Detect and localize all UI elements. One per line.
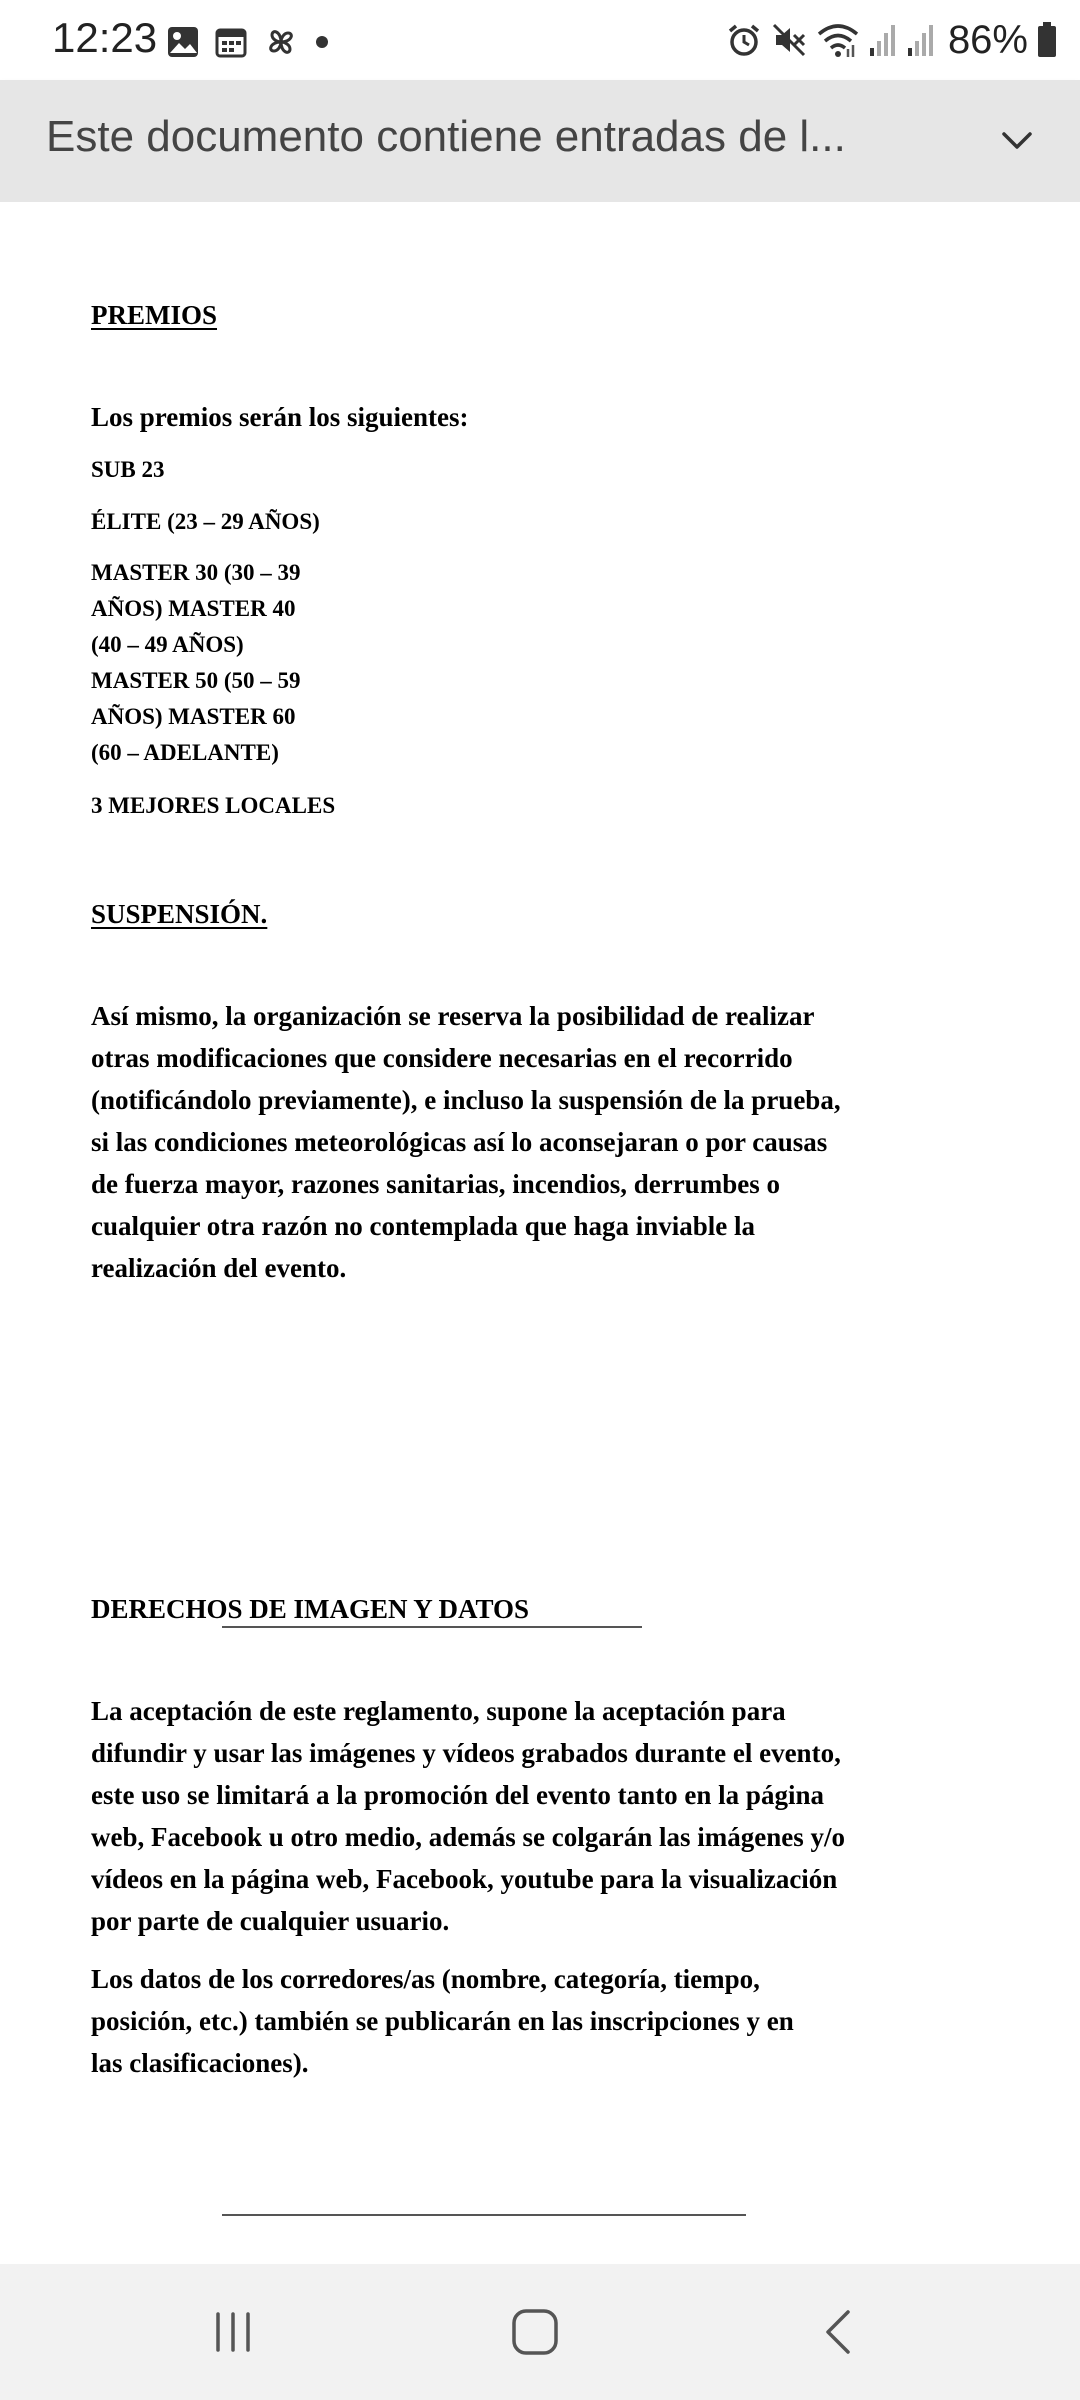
derechos-paragraph-2 xyxy=(91,1958,991,2084)
status-bar xyxy=(0,0,1080,80)
navigation-bar xyxy=(0,2264,1080,2400)
derechos-line: las clasificaciones). xyxy=(91,2048,309,2078)
calendar-icon xyxy=(214,25,248,59)
premios-elite: ÉLITE (23 – 29 AÑOS) xyxy=(91,509,320,534)
gallery-icon xyxy=(166,25,200,59)
premios-master-line: MASTER 50 (50 – 59 xyxy=(91,668,301,693)
dot-icon xyxy=(314,34,330,50)
suspension-line: (notificándolo previamente), e incluso la suspensión de la prueba, xyxy=(91,1085,841,1115)
premios-locales: 3 MEJORES LOCALES xyxy=(91,793,336,818)
premios-master-line: (40 – 49 AÑOS) xyxy=(91,632,244,657)
premios-masters-block xyxy=(91,555,301,771)
recent-apps-button[interactable] xyxy=(188,2292,278,2372)
premios-sub23: SUB 23 xyxy=(91,457,165,482)
suspension-line: otras modificaciones que considere necesarias en el recorrido xyxy=(91,1043,793,1073)
signal-icon xyxy=(906,22,936,58)
derechos-line: Los datos de los corredores/as (nombre, categoría, tiempo, xyxy=(91,1964,760,1994)
mute-icon xyxy=(770,21,808,59)
battery-icon xyxy=(1036,21,1058,59)
derechos-heading: DERECHOS DE IMAGEN Y DATOS xyxy=(91,1594,530,1624)
home-button[interactable] xyxy=(490,2292,580,2372)
suspension-paragraph xyxy=(91,995,991,1289)
bottom-rule xyxy=(222,2214,746,2216)
suspension-line: de fuerza mayor, razones sanitarias, incendios, derrumbes o xyxy=(91,1169,780,1199)
document-notice-banner[interactable] xyxy=(0,80,1080,202)
suspension-line: si las condiciones meteorológicas así lo aconsejaran o por causas xyxy=(91,1127,828,1157)
premios-master-line: AÑOS) MASTER 60 xyxy=(91,704,296,729)
status-left-icons xyxy=(166,22,330,62)
wifi-icon xyxy=(816,21,860,59)
chevron-down-icon[interactable] xyxy=(994,118,1040,164)
back-button[interactable] xyxy=(794,2292,884,2372)
suspension-line: cualquier otra razón no contemplada que haga inviable la xyxy=(91,1211,756,1241)
derechos-underline xyxy=(222,1626,642,1628)
derechos-paragraph-1 xyxy=(91,1690,991,1942)
suspension-heading: SUSPENSIÓN. xyxy=(91,899,268,929)
home-icon xyxy=(509,2306,561,2358)
derechos-line: posición, etc.) también se publicarán en las inscripciones y en xyxy=(91,2006,794,2036)
status-time: 12:23 xyxy=(52,14,158,61)
suspension-line: Así mismo, la organización se reserva la posibilidad de realizar xyxy=(91,1001,815,1031)
battery-percent: 86% xyxy=(947,17,1028,62)
recent-apps-icon xyxy=(208,2307,258,2357)
pinwheel-icon xyxy=(262,23,300,61)
notice-text: Este documento contiene entradas de l... xyxy=(46,112,846,161)
alarm-icon xyxy=(726,22,762,58)
premios-heading: PREMIOS xyxy=(91,300,218,330)
derechos-line: difundir y usar las imágenes y vídeos grabados durante el evento, xyxy=(91,1738,841,1768)
back-icon xyxy=(814,2307,864,2357)
derechos-line: este uso se limitará a la promoción del evento tanto en la página xyxy=(91,1780,824,1810)
premios-intro: Los premios serán los siguientes: xyxy=(91,402,469,432)
derechos-line: La aceptación de este reglamento, supone la aceptación para xyxy=(91,1696,786,1726)
derechos-line: web, Facebook u otro medio, además se colgarán las imágenes y/o xyxy=(91,1822,845,1852)
derechos-line: por parte de cualquier usuario. xyxy=(91,1906,450,1936)
suspension-line: realización del evento. xyxy=(91,1253,347,1283)
signal-icon xyxy=(868,22,898,58)
status-right-icons xyxy=(726,18,1058,62)
premios-master-line: (60 – ADELANTE) xyxy=(91,740,279,765)
premios-master-line: MASTER 30 (30 – 39 xyxy=(91,560,301,585)
premios-master-line: AÑOS) MASTER 40 xyxy=(91,596,296,621)
derechos-line: vídeos en la página web, Facebook, youtube para la visualización xyxy=(91,1864,838,1894)
document-page xyxy=(0,202,1080,2264)
